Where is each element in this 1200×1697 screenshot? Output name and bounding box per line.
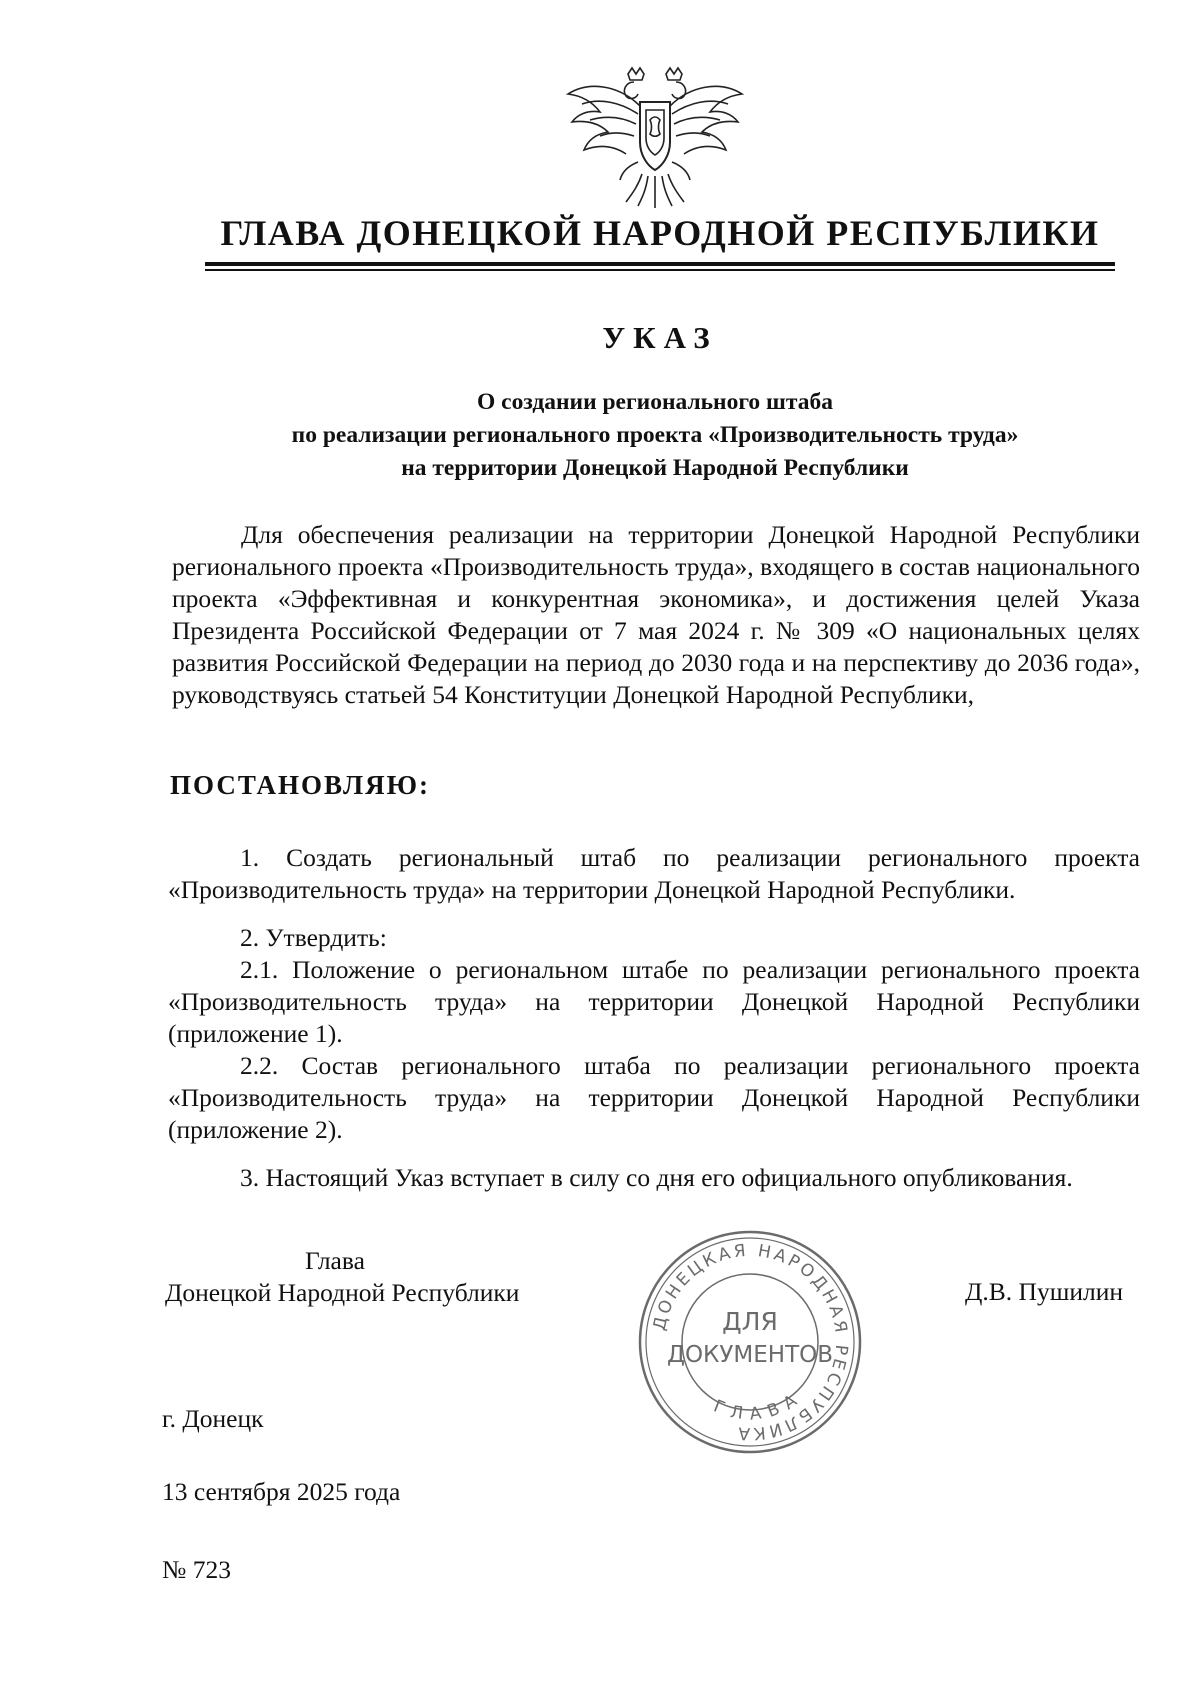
decree-item: 3. Настоящий Указ вступает в силу со дня его официального опубликования.	[240, 1163, 1073, 1192]
seal-outer-text: ДОНЕЦКАЯ НАРОДНАЯ РЕСПУБЛИКА	[649, 1240, 852, 1444]
signatory-role	[165, 1245, 519, 1309]
decree-item: 1. Создать региональный штаб по реализации регионального проекта «Производительность труда» на территории Донецкой Народной Республики.	[168, 843, 1140, 904]
decree-item: 2.1. Положение о региональном штабе по реализации регионального проекта «Производительность труда» на территории Донецкой Народной Республики (приложение 1).	[168, 955, 1140, 1048]
signatory-role-line: Донецкой Народной Республики	[165, 1278, 520, 1307]
subject-line: на территории Донецкой Народной Республики	[401, 455, 909, 481]
org-title: ГЛАВА ДОНЕЦКОЙ НАРОДНОЙ РЕСПУБЛИКИ	[220, 213, 1100, 253]
seal-center-line: ДОКУМЕНТОВ	[666, 1342, 834, 1368]
signatory-name: Д.В. Пушилин	[965, 1277, 1123, 1306]
coat-of-arms-icon	[560, 66, 750, 216]
subject-line: О создании регионального штаба	[477, 389, 833, 415]
official-seal-stamp	[635, 1227, 865, 1457]
seal-bottom-text: ГЛАВА	[710, 1386, 808, 1425]
preamble-paragraph: Для обеспечения реализации на территории Донецкой Народной Республики регионального проекта «Производительность труда», входящего в состав национального проекта «Эффективная и конкурентная экономика», и достижения целей Указа Президента Российской Федерации от 7 мая 2024 г. № 309 «О национальных целях развития Российской Федерации на период до 2030 года и на перспективу до 2036 года», руководствуясь статьей 54 Конституции Донецкой Народной Республики,	[172, 520, 1140, 709]
document-subject	[160, 386, 1150, 485]
header-rule-thin	[205, 269, 1115, 271]
decree-item: 2.2. Состав регионального штаба по реализации регионального проекта «Производительность труда» на территории Донецкой Народной Республики (приложение 2).	[168, 1051, 1140, 1144]
document-type: УКАЗ	[602, 320, 718, 355]
decree-heading: ПОСТАНОВЛЯЮ:	[170, 770, 430, 800]
header-rule-thick	[205, 262, 1115, 266]
decree-item: 2. Утвердить:	[240, 923, 387, 952]
issue-date: 13 сентября 2025 года	[162, 1477, 401, 1506]
place-of-issue: г. Донецк	[162, 1404, 264, 1433]
seal-center-line: ДЛЯ	[722, 1307, 778, 1336]
decree-items	[168, 842, 1140, 1194]
decree-number: № 723	[162, 1555, 231, 1584]
subject-line: по реализации регионального проекта «Производительность труда»	[291, 422, 1019, 448]
signatory-role-line: Глава	[305, 1246, 365, 1275]
